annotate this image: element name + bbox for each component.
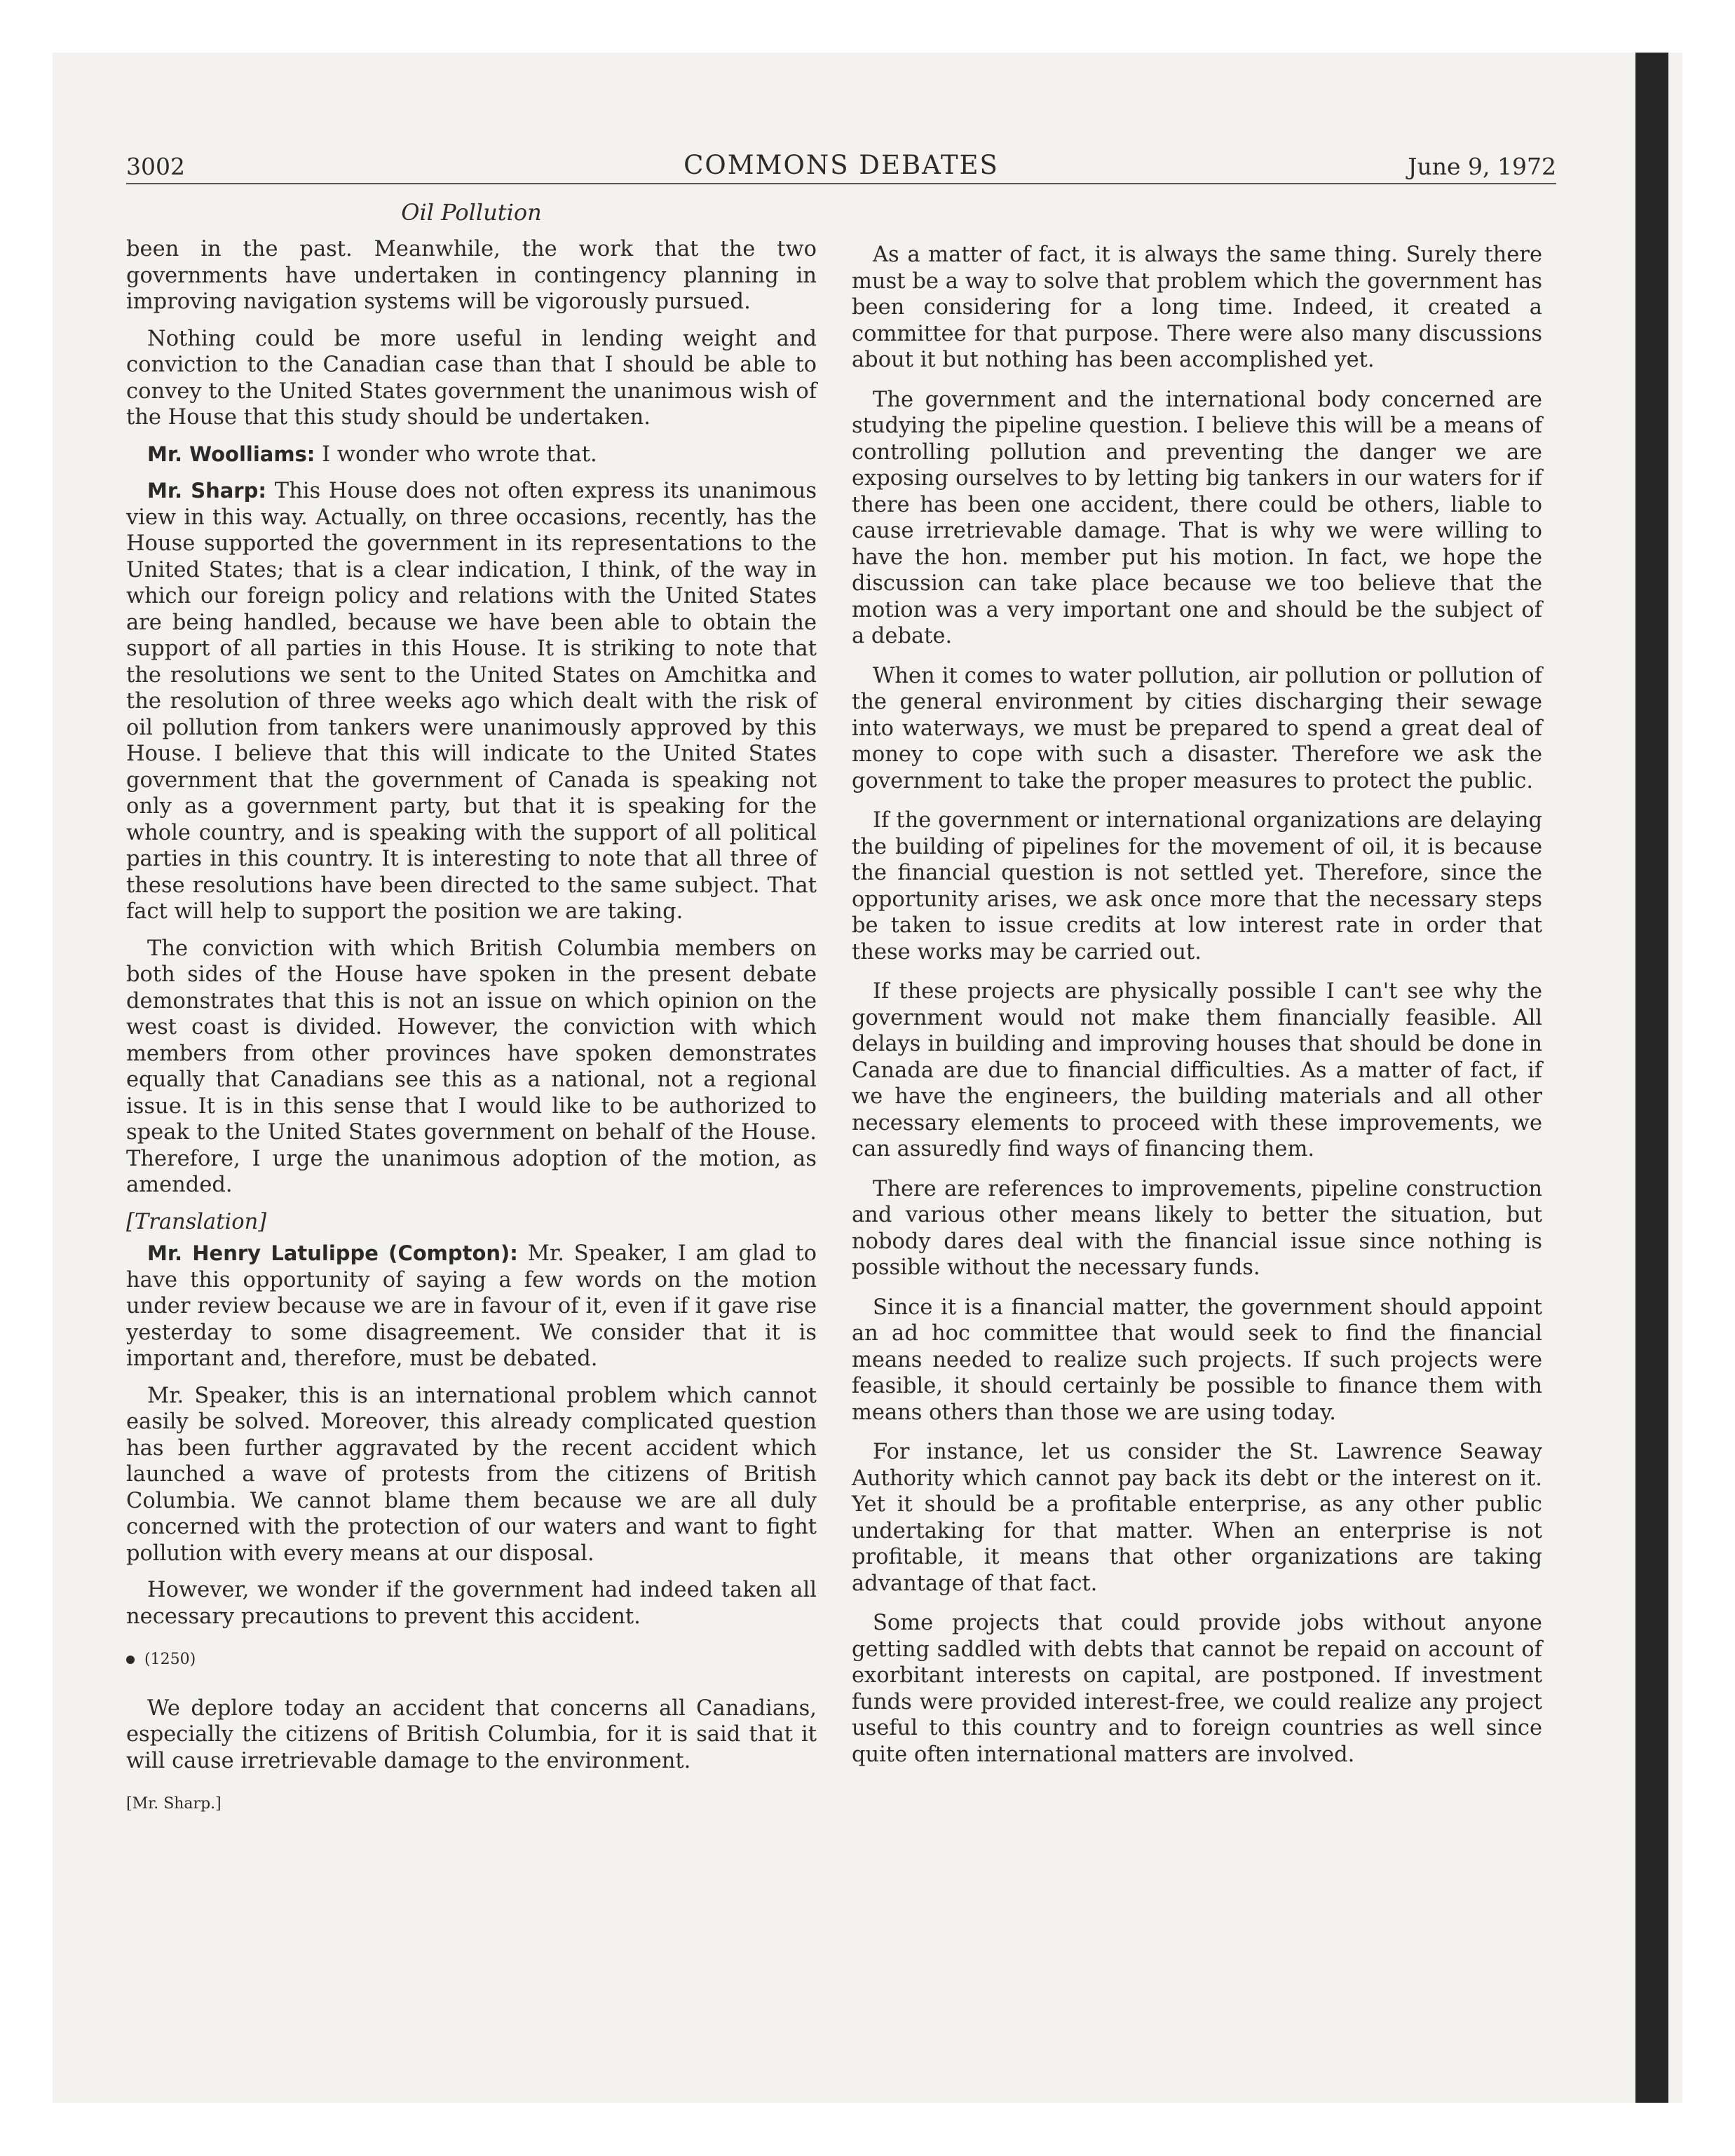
footer-attribution: [Mr. Sharp.] <box>126 1795 222 1813</box>
paragraph: Mr. Henry Latulippe (Compton): Mr. Speaker, I am glad to have this opportunity of saying a few words on the motion under review because we are in favour of it, even if it gave rise yesterday to some disagreement. We consider that it is important and, therefore, must be debated. <box>126 1241 817 1371</box>
paragraph: Mr. Woolliams: I wonder who wrote that. <box>147 442 597 467</box>
paragraph: Mr. Speaker, this is an international problem which cannot easily be solved. Moreover, this already complicated question has been further aggravated by the recent accident which launched a wave of protests from the citizens of British Columbia. We cannot blame them because we are all duly concerned with the protection of our waters and want to fight pollution with every means at our disposal. <box>126 1383 817 1566</box>
paragraph: As a matter of fact, it is always the same thing. Surely there must be a way to solve that problem which the government has been considering for a long time. Indeed, it created a committee for that purpose. There were also many discussions about it but nothing has been accomplished yet. <box>852 243 1542 372</box>
paragraph: If the government or international organizations are delaying the building of pipelines for the movement of oil, it is because the financial question is not settled yet. Therefore, since the opportunity arises, we ask once more that the necessary steps be taken to issue credits at low interest rate in order that these works may be carried out. <box>852 808 1542 964</box>
paragraph: If these projects are physically possible I can't see why the government would not make them financially feasible. All delays in building and improving houses that should be done in Canada are due to financial difficulties. As a matter of fact, if we have the engineers, the building materials and all other necessary elements to proceed with these improvements, we can assuredly find ways of financing them. <box>852 979 1542 1161</box>
paragraph: We deplore today an accident that concerns all Canadians, especially the citizens of British Columbia, for it is said that it will cause irretrievable damage to the environment. <box>126 1696 817 1773</box>
paragraph: Nothing could be more useful in lending weight and conviction to the Canadian case than that I should be able to convey to the United States government the unanimous wish of the House that this study should be undertaken. <box>126 326 817 430</box>
paragraph: Mr. Sharp: This House does not often express its unanimous view in this way. Actually, on three occasions, recently, has the House supported the government in its representations to the United States; that is a clear indication, I think, of the way in which our foreign policy and relations with the United States are being handled, because we have been able to obtain the support of all parties in this House. It is striking to note that the resolutions we sent to the United States on Amchitka and the resolution of three weeks ago which dealt with the risk of oil pollution from tankers were unanimously approved by this House. I believe that this will indicate to the United States government that the government of Canada is speaking not only as a government party, but that it is speaking for the whole country, and is speaking with the support of all political parties in this country. It is interesting to note that all three of these resolutions have been directed to the same subject. That fact will help to support the position we are taking. <box>126 479 817 924</box>
section-title: Oil Pollution <box>401 199 542 226</box>
speaker-name: Mr. Woolliams: <box>147 442 315 466</box>
speaker-name: Mr. Sharp: <box>147 479 266 503</box>
paragraph: There are references to improvements, pipeline construction and various other means likely to better the situation, but nobody dares deal with the financial issue since nothing is possible without the necessary funds. <box>852 1176 1542 1280</box>
paragraph: The government and the international body concerned are studying the pipeline question. I believe this will be a means of controlling pollution and preventing the danger we are exposing ourselves to by letting big tankers in our waters for if there has been one accident, there could be others, liable to cause irretrievable damage. That is why we were willing to have the hon. member put his motion. In fact, we hope the discussion can take place because we too believe that the motion was a very important one and should be the subject of a debate. <box>852 387 1542 648</box>
translation-note: [Translation] <box>126 1209 267 1234</box>
paragraph: Some projects that could provide jobs without anyone getting saddled with debts that cannot be repaid on account of exorbitant interests on capital, are postponed. If investment funds were provided interest-free, we could realize any project useful to this country and to foreign countries as well since quite often international matters are involved. <box>852 1611 1542 1767</box>
page-number: 3002 <box>126 153 185 180</box>
left-column <box>126 236 817 1828</box>
page-header <box>126 144 1556 184</box>
speaker-name: Mr. Henry Latulippe (Compton): <box>147 1241 518 1265</box>
paragraph: When it comes to water pollution, air pollution or pollution of the general environment by cities discharging their sewage into waterways, we must be prepared to spend a great deal of money to cope with such a disaster. Therefore we ask the government to take the proper measures to protect the public. <box>852 663 1542 793</box>
paragraph: Since it is a financial matter, the government should appoint an ad hoc committee that would seek to find the financial means needed to realize such projects. If such projects were feasible, it should certainly be possible to finance them with means others than those we are using today. <box>852 1295 1542 1425</box>
right-column <box>852 242 1542 1781</box>
paragraph: However, we wonder if the government had indeed taken all necessary precautions to prevent this accident. <box>126 1578 817 1629</box>
page-date: June 9, 1972 <box>1408 153 1556 180</box>
paragraph: been in the past. Meanwhile, the work that the two governments have undertaken in contingency planning in improving navigation systems will be vigorously pursued. <box>126 237 817 314</box>
scan-edge-shadow <box>1635 53 1668 2103</box>
paragraph: The conviction with which British Columbia members on both sides of the House have spoken in the present debate demonstrates that this is not an issue on which opinion on the west coast is divided. However, the conviction with which members from other provinces have spoken demonstrates equally that Canadians see this as a national, not a regional issue. It is in this sense that I would like to be authorized to speak to the United States government on behalf of the House. Therefore, I urge the unanimous adoption of the motion, as amended. <box>126 936 817 1197</box>
bullet-icon <box>126 1656 135 1664</box>
time-marker: (1250) <box>126 1646 817 1673</box>
paragraph: For instance, let us consider the St. Lawrence Seaway Authority which cannot pay back its debt or the interest on it. Yet it should be a profitable enterprise, as any other public undertaking for that matter. When an enterprise is not profitable, it means that other organizations are taking advantage of that fact. <box>852 1440 1542 1596</box>
running-title: COMMONS DEBATES <box>683 150 999 180</box>
